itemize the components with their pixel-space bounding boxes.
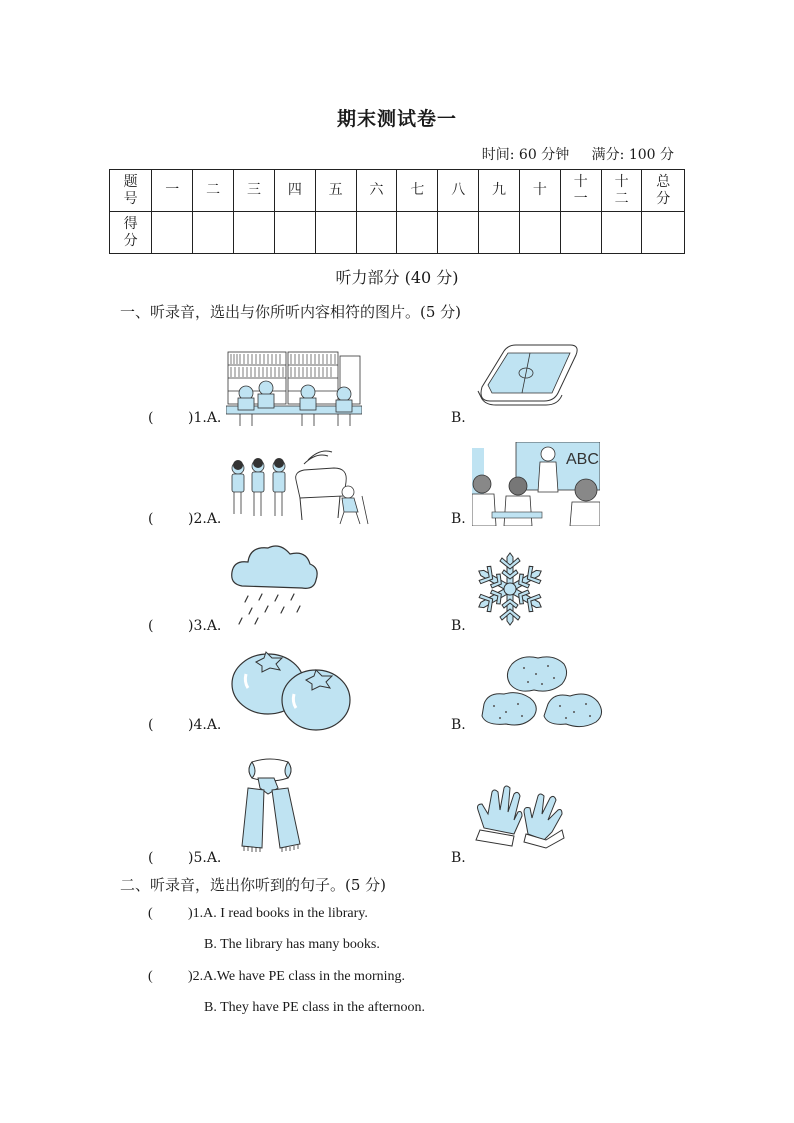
question-5-option-b: B. <box>451 850 466 866</box>
col-12: 十二 <box>601 170 642 212</box>
score-table <box>109 169 685 254</box>
full-score: 满分: 100 分 <box>591 147 674 163</box>
score-cell[interactable] <box>560 212 601 254</box>
question-4-option-b: B. <box>451 717 466 733</box>
question-1-option-b: B. <box>451 410 466 426</box>
question-3-option-b: B. <box>451 618 466 634</box>
col-10: 十 <box>519 170 560 212</box>
gloves-illustration[interactable] <box>474 770 566 850</box>
score-cell[interactable] <box>234 212 275 254</box>
score-table-score-row <box>110 212 685 254</box>
question-2-label: ( )2.A. <box>148 511 222 527</box>
scarf-illustration[interactable] <box>238 758 302 852</box>
score-table-header-row <box>110 170 685 212</box>
part2-question-2: ( )2.A.We have PE class in the morning. <box>148 969 405 984</box>
score-cell[interactable] <box>519 212 560 254</box>
score-cell[interactable] <box>274 212 315 254</box>
score-cell[interactable] <box>438 212 479 254</box>
col-1: 一 <box>152 170 193 212</box>
page-title: 期末测试卷一 <box>336 108 457 130</box>
part2-question-1-option-b: B. The library has many books. <box>204 937 380 952</box>
tomatoes-illustration[interactable] <box>228 650 352 732</box>
col-6: 六 <box>356 170 397 212</box>
potatoes-illustration[interactable] <box>478 654 606 730</box>
score-cell[interactable] <box>152 212 193 254</box>
row-label-question-no: 题号 <box>110 170 152 212</box>
score-cell[interactable] <box>642 212 685 254</box>
score-cell[interactable] <box>356 212 397 254</box>
col-9: 九 <box>479 170 520 212</box>
col-5: 五 <box>315 170 356 212</box>
rain-cloud-icon[interactable] <box>228 540 320 626</box>
question-5-label: ( )5.A. <box>148 850 222 866</box>
score-cell[interactable] <box>479 212 520 254</box>
col-3: 三 <box>234 170 275 212</box>
music-class-illustration[interactable] <box>228 446 378 526</box>
col-8: 八 <box>438 170 479 212</box>
part2-question-1: ( )1.A. I read books in the library. <box>148 906 368 921</box>
score-cell[interactable] <box>315 212 356 254</box>
library-students-illustration[interactable] <box>226 348 362 426</box>
col-4: 四 <box>274 170 315 212</box>
question-3-label: ( )3.A. <box>148 618 222 634</box>
question-2-option-b: B. <box>451 511 466 527</box>
score-cell[interactable] <box>601 212 642 254</box>
row-label-score: 得分 <box>110 212 152 254</box>
english-class-illustration[interactable] <box>472 442 600 526</box>
time-limit: 时间: 60 分钟 <box>481 147 570 163</box>
question-4-label: ( )4.A. <box>148 717 222 733</box>
part1-heading: 一、听录音，选出与你所听内容相符的图片。(5 分) <box>120 303 462 321</box>
col-total: 总分 <box>642 170 685 212</box>
snowflake-icon[interactable] <box>474 550 546 628</box>
time-info <box>464 144 674 164</box>
part2-question-2-option-b: B. They have PE class in the afternoon. <box>204 1000 425 1015</box>
part2-heading: 二、听录音，选出你听到的句子。(5 分) <box>120 876 387 894</box>
score-cell[interactable] <box>397 212 438 254</box>
col-11: 十一 <box>560 170 601 212</box>
abc-board-text: ABC <box>566 451 599 468</box>
col-2: 二 <box>193 170 234 212</box>
col-7: 七 <box>397 170 438 212</box>
listening-section-title: 听力部分 (40 分) <box>335 268 459 287</box>
question-1-label: ( )1.A. <box>148 410 222 426</box>
football-field-illustration[interactable] <box>474 337 584 407</box>
score-cell[interactable] <box>193 212 234 254</box>
